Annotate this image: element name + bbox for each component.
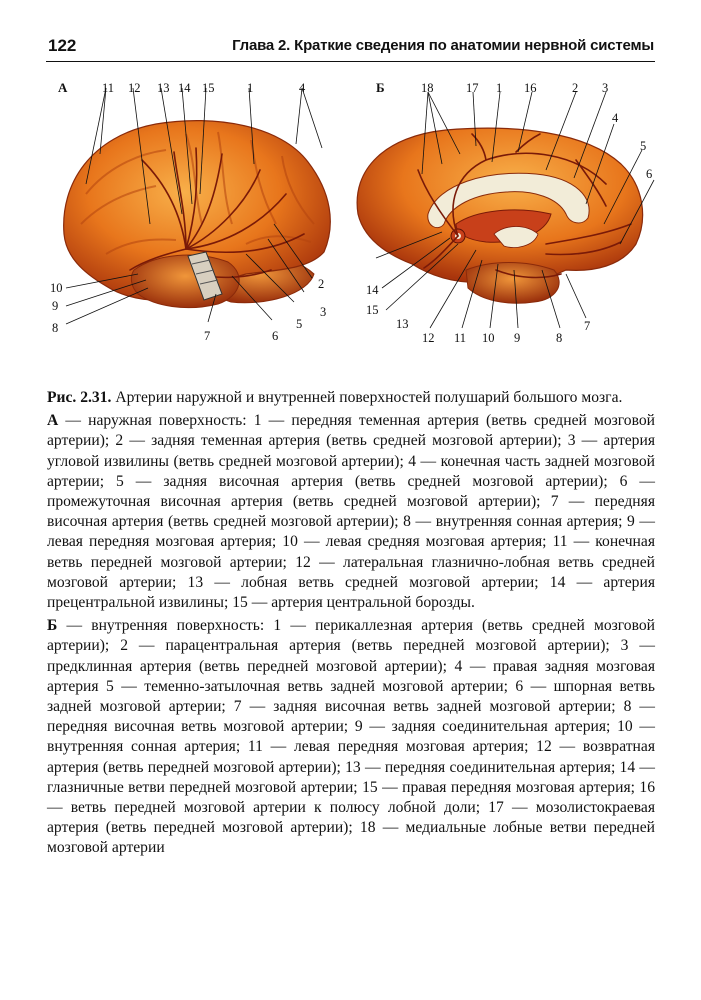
panel-a-illustration	[64, 121, 331, 308]
callout-b-6: 6	[646, 167, 653, 181]
part-b-label: Б	[47, 617, 58, 635]
callout-a-6: 6	[272, 329, 279, 343]
callout-a-10: 10	[50, 281, 63, 295]
callout-b-16: 16	[524, 81, 537, 95]
caption-part-b	[47, 616, 655, 858]
callout-a-5: 5	[296, 317, 303, 331]
callout-b-13: 13	[396, 317, 409, 331]
callout-b-2: 2	[572, 81, 579, 95]
callout-a-2: 2	[318, 277, 325, 291]
running-header: Глава 2. Краткие сведения по анатомии нервной системы	[232, 37, 654, 54]
part-a-label: А	[47, 412, 59, 430]
page-number: 122	[48, 36, 77, 55]
callout-b-7: 7	[584, 319, 591, 333]
callout-a-13: 13	[157, 81, 170, 95]
callout-a-9: 9	[52, 299, 59, 313]
callout-a-12: 12	[128, 81, 141, 95]
callout-b-17: 17	[466, 81, 479, 95]
part-a-text: — наружная поверхность: 1 — передняя теменная артерия (ветвь средней мозговой артерии); 2 — задняя теменная артерия (ветвь средней мозговой артерии); 3 — артерия угловой извилины (ветвь средней мозговой артерии); 4 — конечная часть задней мозговой артерии; 5 — задняя височная артерия (ветвь средней мозговой артерии); 6 — промежуточная височная артерия (ветвь средней мозговой артерии); 7 — передняя височная артерия (ветвь средней мозговой артерии); 8 — внутренняя сонная артерия; 9 — левая передняя мозговая артерия; 10 — левая средняя мозговая артерия; 11 — конечная ветвь передней мозговой артерии; 12 — латеральная глазнично-лобная ветвь средней мозговой артерии; 13 — лобная ветвь средней мозговой артерии; 14 — артерия прецентральной извилины; 15 — артерия центральной борозды.	[47, 412, 655, 612]
callout-b-9: 9	[514, 331, 521, 345]
callout-a-15: 15	[202, 81, 215, 95]
callout-a-14: 14	[178, 81, 191, 95]
panel-a-label: А	[58, 80, 68, 95]
callout-a-11: 11	[102, 81, 115, 95]
panel-b-label: Б	[376, 80, 385, 95]
header-rule	[46, 61, 655, 62]
callout-b-3: 3	[602, 81, 609, 95]
figure-title: Артерии наружной и внутренней поверхностей полушарий большого мозга.	[115, 389, 623, 406]
figure-svg	[46, 74, 656, 374]
caption-part-a	[47, 411, 655, 613]
figure-label: Рис. 2.31.	[47, 389, 112, 406]
callout-b-4: 4	[612, 111, 619, 125]
caption-title-paragraph	[47, 388, 655, 408]
callout-b-1: 1	[496, 81, 503, 95]
callout-b-5: 5	[640, 139, 647, 153]
figure-brain-arteries	[46, 74, 656, 374]
callout-b-11: 11	[454, 331, 467, 345]
figure-caption	[47, 388, 655, 862]
callout-a-3: 3	[320, 305, 327, 319]
callout-a-7: 7	[204, 329, 211, 343]
panel-b-illustration	[357, 128, 642, 303]
callout-b-12: 12	[422, 331, 435, 345]
callout-a-1: 1	[247, 81, 254, 95]
callout-a-4: 4	[299, 81, 306, 95]
part-b-text: — внутренняя поверхность: 1 — перикаллезная артерия (ветвь средней мозговой артерии); 2 — парацентральная артерия (ветвь передней мозговой артерии); 3 — предклинная артерия (ветвь передней мозговой артерии); 4 — правая задняя мозговая артерия 5 — теменно-затылочная ветвь задней мозговой артерии; 6 — шпорная ветвь задней мозговой артерии; 7 — задняя височная ветвь задней мозговой артерии; 8 — передняя височная ветвь мозговой артерии; 9 — задняя соединительная артерия; 10 — внутренняя сонная артерия; 11 — левая передняя мозговая артерия; 12 — возвратная артерия (ветвь передней мозговой артерии); 13 — передняя соединительная артерия; 14 — глазничные ветви передней мозговой артерии; 15 — правая передняя мозговая артерия; 16 — ветвь передней мозговой артерии к полюсу лобной доли; 17 — мозолистокраевая артерия (ветвь передней мозговой артерии); 18 — медиальные лобные ветви передней мозговой артерии	[47, 617, 655, 857]
callout-b-15: 15	[366, 303, 379, 317]
callout-b-8: 8	[556, 331, 563, 345]
callout-b-18: 18	[421, 81, 434, 95]
callout-b-10: 10	[482, 331, 495, 345]
callout-a-8: 8	[52, 321, 59, 335]
callout-b-14: 14	[366, 283, 379, 297]
